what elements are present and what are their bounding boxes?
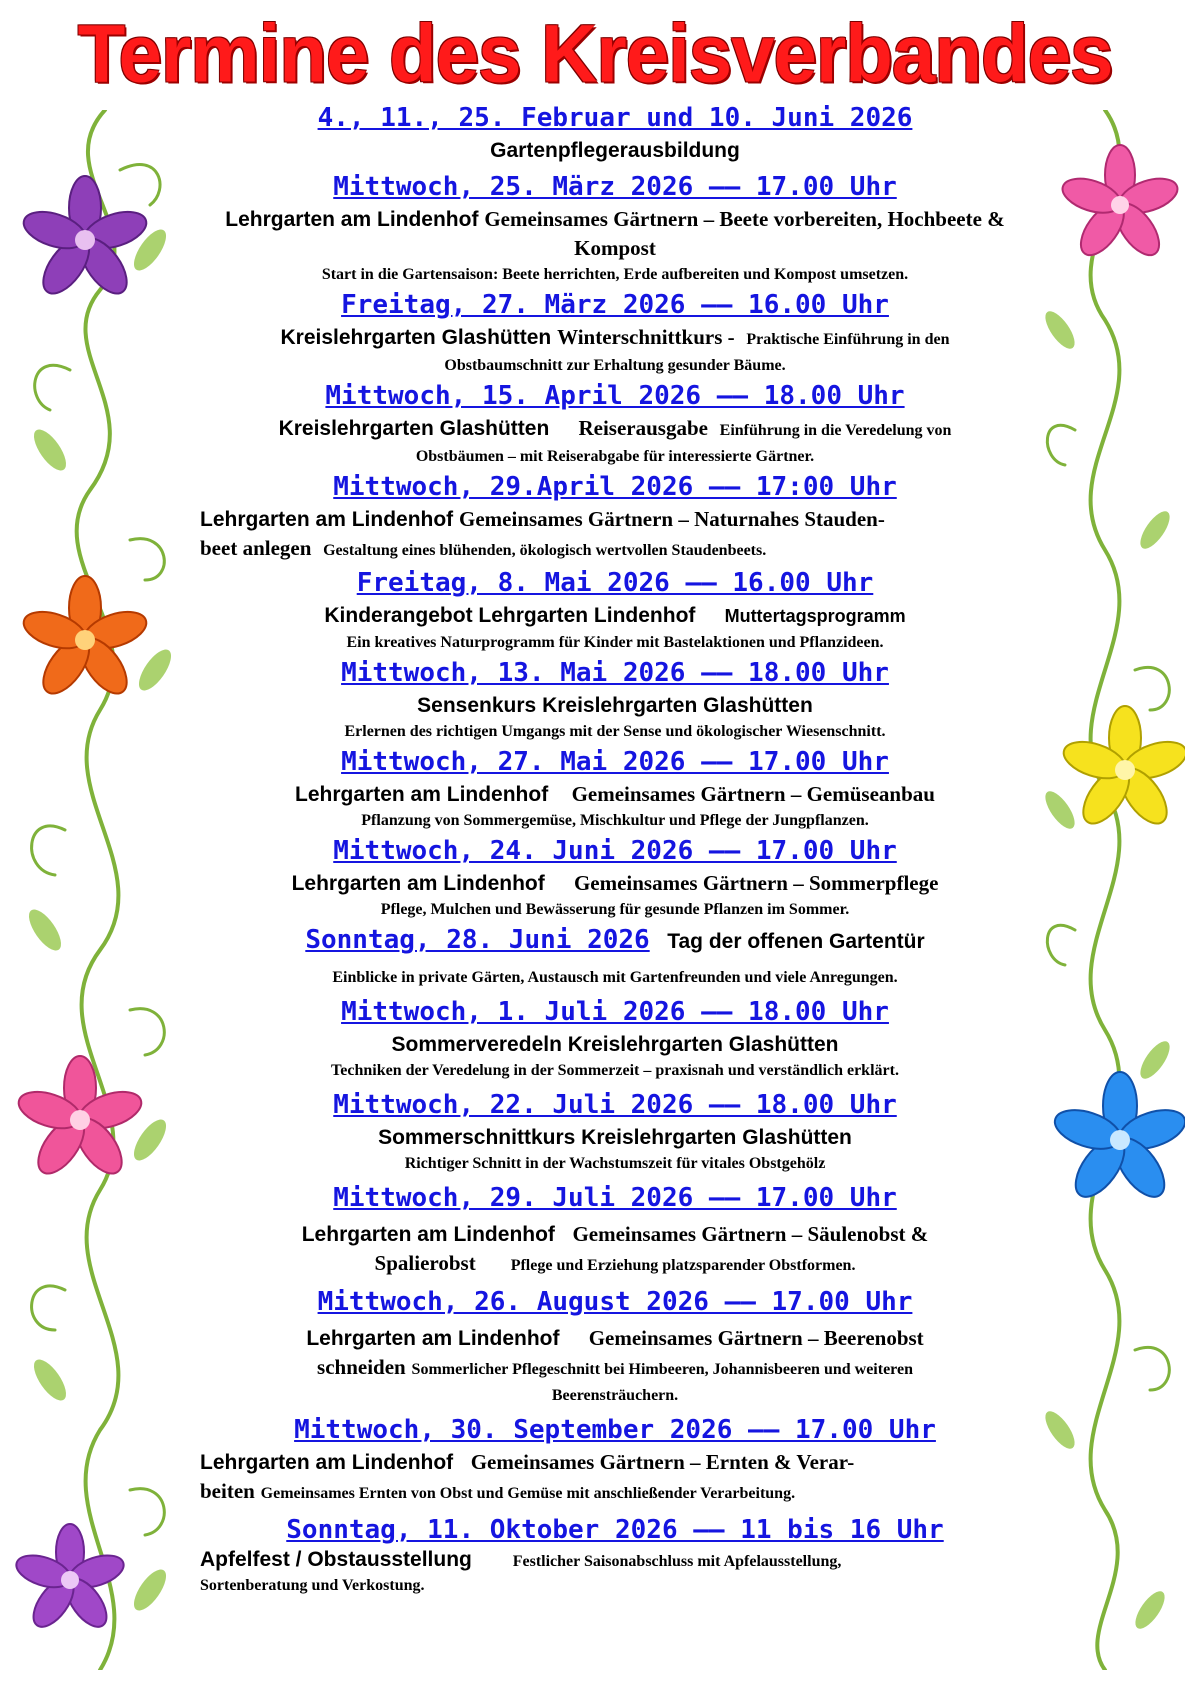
event-place: Kreislehrgarten Glashütten [280,326,552,349]
event-description-inline: Einführung in die Veredelung von [719,422,952,439]
yellow-flower-icon [1059,706,1185,831]
event-topic: Gemeinsames Gärtnern – Naturnahes Stauden- [459,507,885,531]
page-title: Termine des Kreisverbandes [77,6,1113,100]
event-topic: Reiserausgabe [578,416,708,440]
event-place: Gartenpflegerausbildung [490,139,740,162]
event-description: Einblicke in private Gärten, Austausch mit Gartenfreunden und viele Anregungen. [332,969,898,986]
event-date: Freitag, 8. Mai 2026 —— 16.00 Uhr [356,568,874,598]
event-item [200,744,1030,833]
event-place: Lehrgarten am Lindenhof [200,508,454,531]
event-item [200,287,1030,378]
event-item [200,100,1030,165]
purple-flower-bottom-icon [12,1524,127,1634]
event-description: Sortenberatung und Verkostung. [200,1577,425,1594]
event-place: Sensenkurs Kreislehrgarten Glashütten [417,694,813,717]
event-topic: Winterschnittkurs - [557,325,735,349]
event-topic: Muttertagsprogramm [724,606,906,626]
event-topic: Gemeinsames Gärtnern – Beete vorbereiten, Hochbeete & Kompost [484,207,1005,260]
event-place: Kreislehrgarten Glashütten [278,417,550,440]
event-place: Lehrgarten am Lindenhof [200,1451,454,1474]
event-date: Mittwoch, 24. Juni 2026 —— 17.00 Uhr [333,836,897,866]
event-description: Gestaltung eines blühenden, ökologisch wertvollen Staudenbeets. [323,542,767,559]
event-item [200,378,1030,469]
event-place: Tag der offenen Gartentür [667,930,925,953]
event-topic-cont: beet anlegen [200,536,312,560]
event-date: 4., 11., 25. Februar und 10. Juni 2026 [317,103,913,133]
event-topic: Gemeinsames Gärtnern – Gemüseanbau [571,782,935,806]
event-description: Ein kreatives Naturprogramm für Kinder mit Bastelaktionen und Pflanzideen. [346,634,884,651]
event-item [200,1180,1030,1280]
event-description: Richtiger Schnitt in der Wachstumszeit für vitales Obstgehölz [404,1155,826,1172]
event-date: Freitag, 27. März 2026 —— 16.00 Uhr [341,290,889,320]
vine-border-left [10,110,180,1670]
event-date: Sonntag, 28. Juni 2026 [305,925,650,955]
orange-flower-icon [19,576,151,701]
event-description-inline: Praktische Einführung in den [746,331,950,348]
event-item [200,1087,1030,1176]
event-place: Sommerschnittkurs Kreislehrgarten Glashütten [378,1126,852,1149]
event-topic: Gemeinsames Gärtnern – Beerenobst [588,1326,924,1350]
event-date: Mittwoch, 29.April 2026 —— 17:00 Uhr [333,472,897,502]
event-description-cont: Beerensträuchern. [551,1387,679,1404]
event-place: Lehrgarten am Lindenhof [295,783,549,806]
event-description: Erlernen des richtigen Umgangs mit der Sense und ökologischer Wiesenschnitt. [344,723,886,740]
vine-border-right [1035,110,1185,1670]
event-item [200,1284,1030,1408]
event-topic-cont: Spalierobst [374,1251,476,1275]
event-place: Lehrgarten am Lindenhof [291,872,545,895]
event-item [200,655,1030,744]
event-description: Gemeinsames Ernten von Obst und Gemüse mit anschließender Verarbeitung. [260,1485,796,1502]
event-item [200,833,1030,922]
event-topic: Gemeinsames Gärtnern – Ernten & Verar- [470,1450,855,1474]
event-place: Sommerveredeln Kreislehrgarten Glashütten [391,1033,839,1056]
event-item [200,1412,1030,1508]
event-date: Mittwoch, 13. Mai 2026 —— 18.00 Uhr [341,658,889,688]
event-description: Start in die Gartensaison: Beete herrichten, Erde aufbereiten und Kompost umsetzen. [321,266,909,283]
event-description: Pflege und Erziehung platzsparender Obstformen. [510,1257,856,1274]
event-topic-cont: schneiden [317,1355,406,1379]
event-date: Mittwoch, 29. Juli 2026 —— 17.00 Uhr [333,1183,897,1213]
event-date: Mittwoch, 15. April 2026 —— 18.00 Uhr [325,381,905,411]
event-description-inline: Festlicher Saisonabschluss mit Apfelausstellung, [512,1553,842,1570]
event-place: Kinderangebot Lehrgarten Lindenhof [324,604,696,627]
event-item [200,1512,1030,1598]
event-description: Sommerlicher Pflegeschnitt bei Himbeeren, Johannisbeeren und weiteren [411,1361,913,1378]
event-description: Pflege, Mulchen und Bewässerung für gesunde Pflanzen im Sommer. [380,901,850,918]
event-date: Mittwoch, 1. Juli 2026 —— 18.00 Uhr [341,997,889,1027]
event-topic: Gemeinsames Gärtnern – Säulenobst & [572,1222,929,1246]
event-item [200,922,1030,990]
event-date: Mittwoch, 26. August 2026 —— 17.00 Uhr [317,1287,913,1317]
pink-flower-icon [14,1056,146,1181]
pink-flower-right-icon [1058,145,1181,262]
event-topic: Gemeinsames Gärtnern – Sommerpflege [573,871,939,895]
event-item [200,565,1030,655]
event-place: Apfelfest / Obstausstellung [200,1548,472,1571]
event-place: Lehrgarten am Lindenhof [306,1327,560,1350]
event-description: Obstbäumen – mit Reiserabgabe für interessierte Gärtner. [415,448,815,465]
event-date: Mittwoch, 22. Juli 2026 —— 18.00 Uhr [333,1090,897,1120]
event-place: Lehrgarten am Lindenhof [301,1223,555,1246]
event-date: Mittwoch, 30. September 2026 —— 17.00 Uhr [294,1415,936,1445]
event-list [200,100,1030,1598]
event-description: Pflanzung von Sommergemüse, Mischkultur und Pflege der Jungpflanzen. [361,812,869,829]
event-date: Mittwoch, 27. Mai 2026 —— 17.00 Uhr [341,747,889,777]
event-date: Sonntag, 11. Oktober 2026 —— 11 bis 16 Uhr [286,1515,944,1545]
event-topic-cont: beiten [200,1479,255,1503]
blue-flower-icon [1050,1072,1185,1205]
event-description: Techniken der Veredelung in der Sommerzeit – praxisnah und verständlich erklärt. [331,1062,899,1079]
event-place: Lehrgarten am Lindenhof [225,208,479,231]
event-item [200,469,1030,565]
event-date: Mittwoch, 25. März 2026 —— 17.00 Uhr [333,172,897,202]
event-item [200,994,1030,1083]
event-description: Obstbaumschnitt zur Erhaltung gesunder Bäume. [444,357,786,374]
purple-flower-icon [19,176,151,301]
event-item [200,169,1030,287]
